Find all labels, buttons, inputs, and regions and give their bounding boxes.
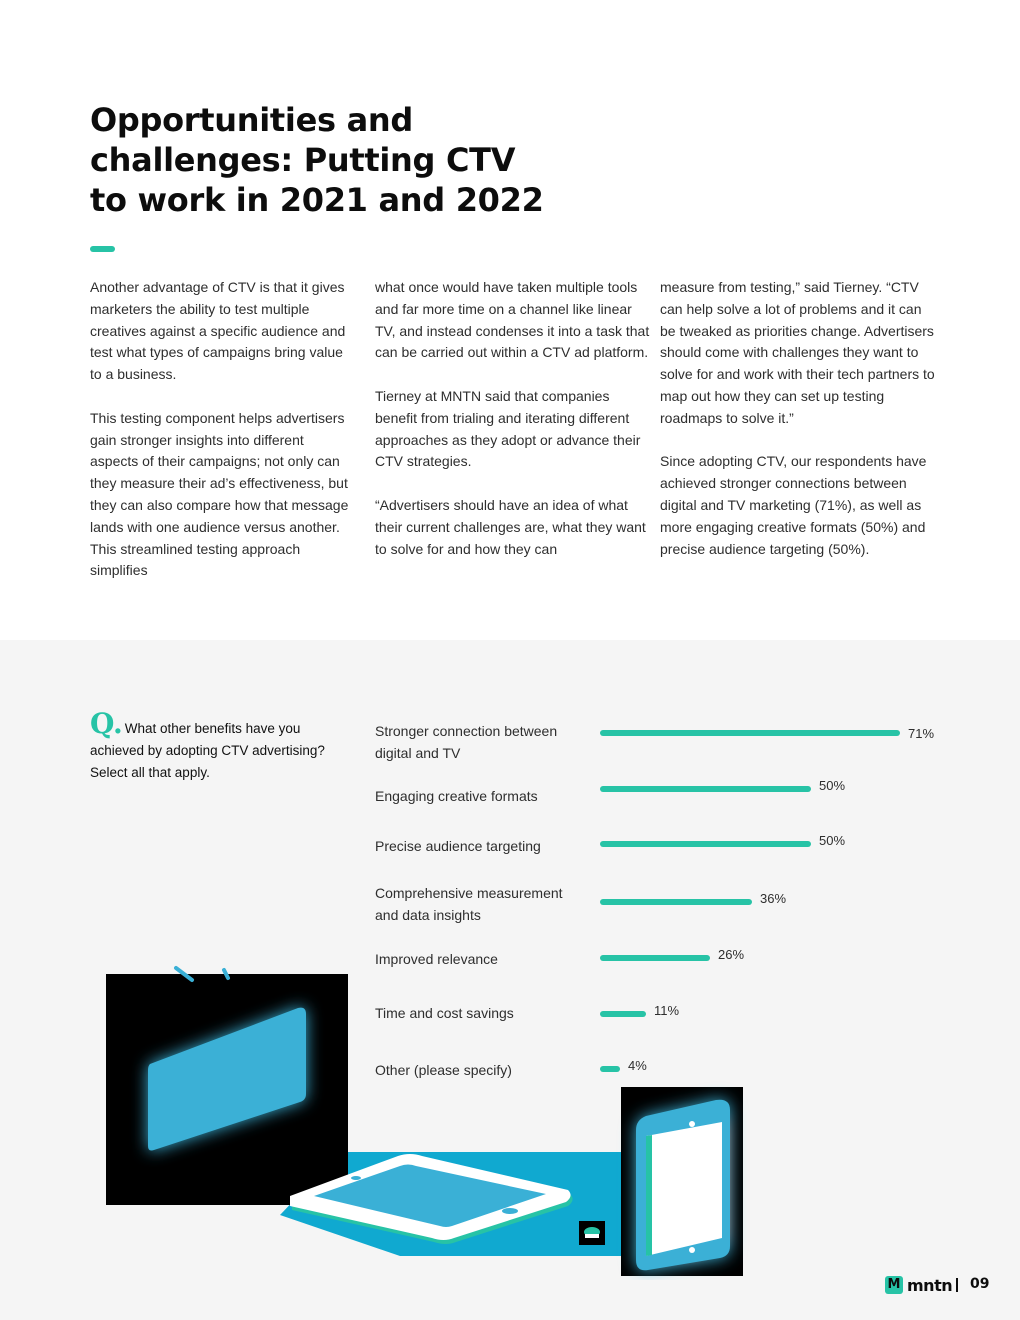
paragraph: “Advertisers should have an idea of what their current challenges are, what they want to solve for and how they can (375, 496, 646, 557)
phone-device (636, 1100, 730, 1271)
bar-value-label: 50% (819, 778, 846, 793)
survey-question (90, 707, 330, 784)
page-title (90, 100, 550, 220)
question-text: What other benefits have you achieved by adopting CTV advertising? Select all that apply. (90, 721, 325, 780)
mntn-logo (885, 1275, 952, 1295)
title-accent-rule (90, 246, 115, 252)
page-number: 09 (970, 1276, 990, 1292)
bar-category-label: Engaging creative formats (375, 788, 538, 804)
bar-category-label: Comprehensive measurement and data insights (375, 885, 563, 923)
paragraph: measure from testing,” said Tierney. “CTV can help solve a lot of problems and it can be tweaked as priorities change. Advertisers should come with challenges they want to solve for and work with their tech partners to map out how they can set up testing roadmaps to solve it.” (660, 279, 935, 426)
paragraph: Another advantage of CTV is that it gives marketers the ability to test multiple creatives against a specific audience and test what types of campaigns bring value to a business. (90, 279, 346, 383)
title-line: Opportunities and (90, 101, 413, 139)
title-line: to work in 2021 and 2022 (90, 181, 544, 219)
paragraph: This testing component helps advertisers gain stronger insights into different aspects of their campaigns; not only can they measure their ad’s effectiveness, but they can also compare how that message lands with one audience versus another. This streamlined testing approach simplifies (90, 409, 349, 579)
bar (600, 730, 900, 736)
bar (600, 899, 752, 905)
paragraph: what once would have taken multiple tools and far more time on a channel like linear TV, and instead condenses it into a task that can be carried out within a CTV ad platform. (375, 279, 650, 361)
bar-category-label: Precise audience targeting (375, 838, 541, 854)
text-column-2 (375, 277, 650, 582)
logo-mark-icon: M (885, 1276, 903, 1294)
text-column-1 (90, 277, 352, 604)
logo-wordmark: mntn (907, 1275, 953, 1295)
bar-value-label: 11% (654, 1003, 680, 1018)
footer-divider (956, 1278, 958, 1292)
bar-value-label: 36% (760, 891, 787, 906)
paragraph: Tierney at MNTN said that companies benefit from trialing and iterating different approaches as they adopt or advance their CTV strategies. (375, 387, 641, 470)
paragraph: Since adopting CTV, our respondents have achieved stronger connections between digital and TV marketing (71%), as well as more engaging creative formats (50%) and precise audience targeting (50%). (660, 453, 927, 557)
bar-value-label: 4% (628, 1058, 647, 1073)
text-column-3 (660, 277, 935, 582)
devices-illustration (100, 960, 760, 1280)
bar-category-label: Stronger connection between digital and TV (375, 723, 558, 761)
bar-category-label: Time and cost savings (375, 1005, 514, 1021)
bar-value-label: 50% (819, 833, 846, 848)
bar-category-label: Other (please specify) (375, 1062, 512, 1078)
bar-value-label: 71% (908, 726, 935, 741)
bar (600, 841, 811, 847)
bar (600, 786, 811, 792)
title-line: challenges: Putting CTV (90, 141, 516, 179)
bar-category-label: Improved relevance (375, 951, 498, 967)
question-mark-label: Q. (90, 707, 123, 740)
bar-value-label: 26% (718, 947, 745, 962)
